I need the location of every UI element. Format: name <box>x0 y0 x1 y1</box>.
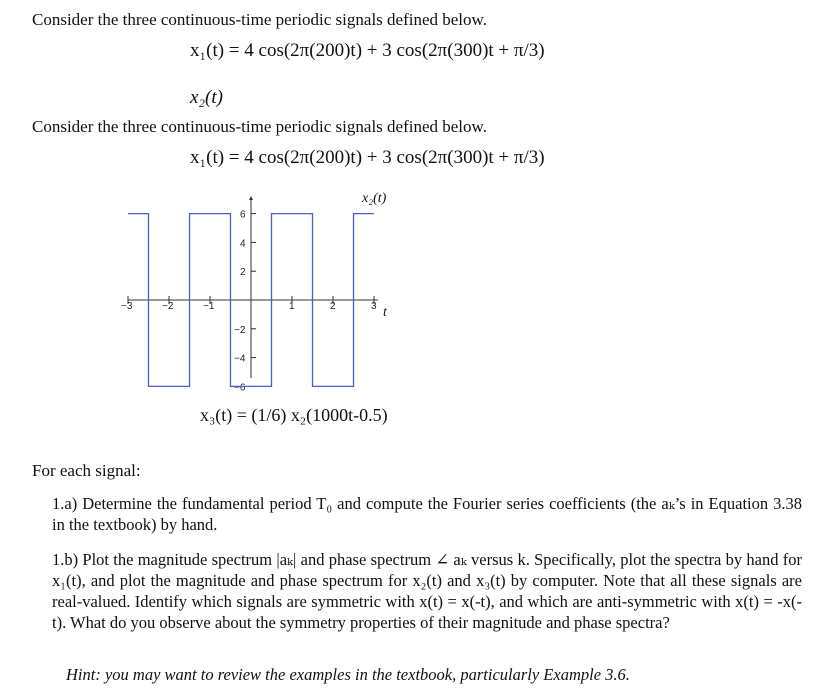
hint-line: Hint: you may want to review the examples in the textbook, particularly Example 3.6. <box>66 665 630 684</box>
question-1a-label: 1.a) <box>52 494 78 513</box>
x-tick-label: 1 <box>289 301 295 312</box>
y-tick-label: −2 <box>234 324 246 336</box>
y-tick-label: −4 <box>234 353 246 365</box>
axis-arrow-icon <box>249 196 253 200</box>
x-ticks <box>121 296 377 312</box>
equation-x1-second: x₁(t) = 4 cos(2π(200)t) + 3 cos(2π(300)t + π/3) <box>190 147 545 168</box>
question-1a <box>52 493 802 535</box>
intro-sentence-2: Consider the three continuous-time periodic signals defined below. <box>32 117 487 136</box>
y-tick-label: 2 <box>240 267 246 279</box>
x-tick-label: 2 <box>330 301 336 312</box>
x-tick-label: −2 <box>162 301 174 312</box>
label-x2-first: x₂(t) <box>190 87 223 108</box>
equation-x1-first: x₁(t) = 4 cos(2π(200)t) + 3 cos(2π(300)t + π/3) <box>190 40 545 61</box>
intro-sentence-1: Consider the three continuous-time periodic signals defined below. <box>32 10 487 29</box>
y-tick-label: −6 <box>234 382 246 394</box>
t-axis-label: t <box>383 305 387 320</box>
question-1b <box>52 549 802 633</box>
question-1a-text: Determine the fundamental period T₀ and compute the Fourier series coefficients (the aₖ’s in Equation 3.38 in the textbook) by hand. <box>52 494 802 534</box>
question-1b-label: 1.b) <box>52 550 79 569</box>
y-tick-label: 6 <box>240 209 246 221</box>
x-tick-label: −1 <box>203 301 215 312</box>
for-each-heading: For each signal: <box>32 461 141 480</box>
x-tick-label: 3 <box>371 301 377 312</box>
y-tick-label: 4 <box>240 238 246 250</box>
equation-x3: x₃(t) = (1/6) x₂(1000t-0.5) <box>200 405 388 425</box>
question-1b-text: Plot the magnitude spectrum |aₖ| and phase spectrum ∠ aₖ versus k. Specifically, plot the spectra by hand for x₁(t), and plot the magnitude and phase spectrum for x₂(t) and x₃(t) by computer. Note that all these signals are real-valued. Identify which signals are symmetric with x(t) = x(-t), and which are anti-symmetric with x(t) = -x(-t). What do you observe about the symmetry properties of their magnitude and phase spectra? <box>52 550 803 632</box>
plot-title: x₂(t) <box>362 191 387 206</box>
y-ticks <box>234 210 256 394</box>
x-tick-label: −3 <box>121 301 133 312</box>
